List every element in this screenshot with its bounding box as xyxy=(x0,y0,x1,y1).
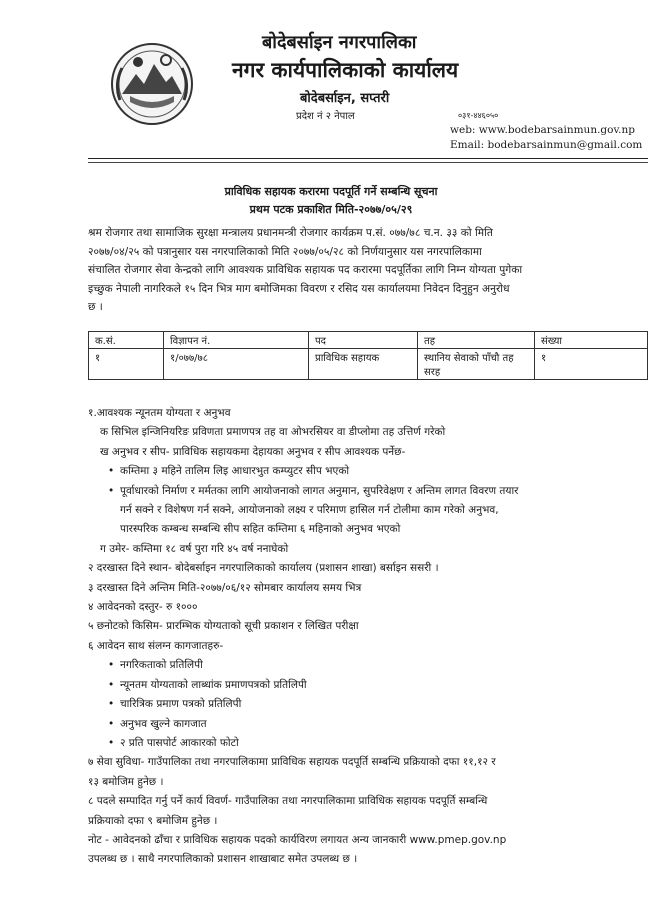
vacancy-table xyxy=(88,331,648,380)
website-link[interactable]: web: www.bodebarsainmun.gov.np xyxy=(450,124,635,136)
table-cell: १/०७७/७८ xyxy=(164,349,309,380)
bullet-icon: • xyxy=(108,659,115,672)
bullet-icon: • xyxy=(108,736,115,749)
requirements-heading: १.आवश्यक न्यूनतम योग्यता र अनुभव xyxy=(88,407,231,419)
table-header-cell: विज्ञापन नं. xyxy=(164,332,309,349)
table-header-cell: पद xyxy=(309,332,418,349)
application-place: २ दरखास्त दिने स्थान- बोदेबर्साइन नगरपालिकाको कार्यालय (प्रशासन शाखा) बर्साइन ससरी । xyxy=(88,562,439,575)
service-facility-cont: १३ बमोजिम हुनेछ । xyxy=(88,775,164,788)
list-item: • अनुभव खुल्ने कागजात xyxy=(88,715,648,734)
paragraph-line: श्रम रोजगार तथा सामाजिक सुरक्षा मन्त्रालय प्रधानमन्त्री रोजगार कार्यक्रम प.सं. ०७७/७८ च.न. ३३ को मिति xyxy=(88,227,493,239)
job-description-cont: प्रक्रियाको दफा ९ बमोजिम हुनेछ । xyxy=(88,814,218,827)
table-row xyxy=(89,349,648,380)
age-ga: ग उमेर- कम्तिमा १८ वर्ष पुरा गरि ४५ वर्ष ननाघेको xyxy=(100,542,289,555)
paragraph-line: संचालित रोजगार सेवा केन्द्रको लागि आवश्यक प्राविधिक सहायक पद करारमा पदपूर्तिका लागि निम्न योग्यता पुगेका xyxy=(88,264,523,277)
header-divider-secondary xyxy=(88,162,648,163)
notice-body xyxy=(88,404,648,870)
job-description: ८ पदले सम्पादित गर्नु पर्ने कार्य विवर्ण- गाउँपालिका तथा नगरपालिकामा प्राविधिक सहायक पदपूर्ति सम्बन्धि xyxy=(88,795,488,808)
email-link[interactable]: Email: bodebarsainmun@gmail.com xyxy=(450,139,643,151)
paragraph-line: छ । xyxy=(88,301,103,314)
province-label: प्रदेश नं २ नेपाल xyxy=(296,111,355,122)
bullet-icon: • xyxy=(108,698,115,711)
table-cell: १ xyxy=(535,349,648,380)
paragraph-line: इच्छुक नेपाली नागरिकले १५ दिन भित्र माग बमोजिमका विवरण र रसिद यस कार्यालयमा निवेदन दिनुहुन अनुरोध xyxy=(88,282,510,295)
qualification-ka: क सिभिल इन्जिनियरिङ प्रविणता प्रमाणपत्र तह वा ओभरसियर वा डीप्लोमा तह उत्तिर्ण गरेको xyxy=(100,426,446,439)
table-header-row xyxy=(89,332,648,349)
bullet-icon: • xyxy=(108,678,115,691)
header-divider xyxy=(88,158,648,159)
table-cell: स्थानिय सेवाको पाँचौ तह सरह xyxy=(418,349,535,380)
service-facility: ७ सेवा सुविधा- गाउँपालिका तथा नगरपालिकामा प्राविधिक सहायक पदपूर्ति सम्बन्धि प्रक्रियाको दफा ११,१२ र xyxy=(88,756,496,769)
municipality-name: बोदेबर्साइन नगरपालिका xyxy=(262,32,417,53)
list-item: • नगरिकताको प्रतिलिपी xyxy=(88,656,648,675)
notice-title: प्राविधिक सहायक करारमा पदपूर्ति गर्ने सम्बन्धि सूचना xyxy=(224,185,438,198)
bullet-icon: • xyxy=(108,717,115,730)
list-item: • न्यूनतम योग्यताको लाब्धांक प्रमाणपत्रको प्रतिलिपी xyxy=(88,676,648,695)
selection-method: ५ छनोटको किसिम- प्रारम्भिक योग्यताको सूची प्रकाशन र लिखित परीक्षा xyxy=(88,620,359,633)
attachments-heading: ६ आवेदन साथ संलग्न कागजातहरु- xyxy=(88,639,224,652)
list-item: • पूर्वाधारको निर्माण र मर्मतका लागि आयोजनाको लागत अनुमान, सुपरिवेक्षण र अन्तिम लागत विवरण तयार xyxy=(88,482,648,501)
note-text-cont: उपलब्ध छ । साथै नगरपालिकाको प्रशासन शाखाबाट समेत उपलब्ध छ । xyxy=(88,853,358,866)
notice-paragraph xyxy=(88,224,636,317)
bullet-icon: • xyxy=(108,484,115,497)
table-header-cell: क.सं. xyxy=(89,332,164,349)
table-cell: प्राविधिक सहायक xyxy=(309,349,418,380)
application-deadline: ३ दरखास्त दिने अन्तिम मिति-२०७७/०६/१२ सोमबार कार्यालय समय भित्र xyxy=(88,581,362,594)
application-fee: ४ आवेदनको दस्तुर- रु १००० xyxy=(88,601,198,614)
table-header-cell: तह xyxy=(418,332,535,349)
municipality-emblem-icon xyxy=(108,38,196,130)
note-text: नोट - आवेदनको ढाँचा र प्राविधिक सहायक पदको कार्यविरण लगायत अन्य जानकारी www.pmep.gov.np xyxy=(88,833,507,846)
bullet-icon: • xyxy=(108,465,115,478)
paragraph-line: २०७७/०४/२५ को पत्रानुसार यस नगरपालिकाको मिति २०७७/०५/२८ को निर्णयानुसार यस नगरपालिकामा xyxy=(88,245,482,258)
list-item: • कम्तिमा ३ महिने तालिम लिइ आधारभुत कम्प्युटर सीप भएको xyxy=(88,462,648,481)
list-item-continuation: गर्न सक्ने र विशेषण गर्न सक्ने, आयोजनाको लक्ष्य र परिमाण हासिल गर्न टोलीमा काम गरेको अनुभव, xyxy=(120,504,499,517)
table-header-cell: संख्या xyxy=(535,332,648,349)
list-item-continuation: पारस्परिक कम्बन्ध सम्बन्धि सीप सहित कम्तिमा ६ महिनाको अनुभव भएको xyxy=(120,523,401,536)
phone-number: ०३१-४४६०५० xyxy=(458,111,499,120)
table-cell: १ xyxy=(89,349,164,380)
office-location: बोदेबर्साइन, सप्तरी xyxy=(300,91,390,106)
list-item: • चारित्रिक प्रमाण पत्रको प्रतिलिपी xyxy=(88,695,648,714)
list-item: • २ प्रति पासपोर्ट आकारको फोटो xyxy=(88,734,648,753)
office-name: नगर कार्यपालिकाको कार्यालय xyxy=(232,58,459,82)
notice-published-date: प्रथम पटक प्रकाशित मिति-२०७७/०५/२९ xyxy=(249,203,413,216)
experience-kha: ख अनुभव र सीप- प्राविधिक सहायकमा देहायका अनुभव र सीप आवश्यक पर्नेछ- xyxy=(100,445,406,458)
